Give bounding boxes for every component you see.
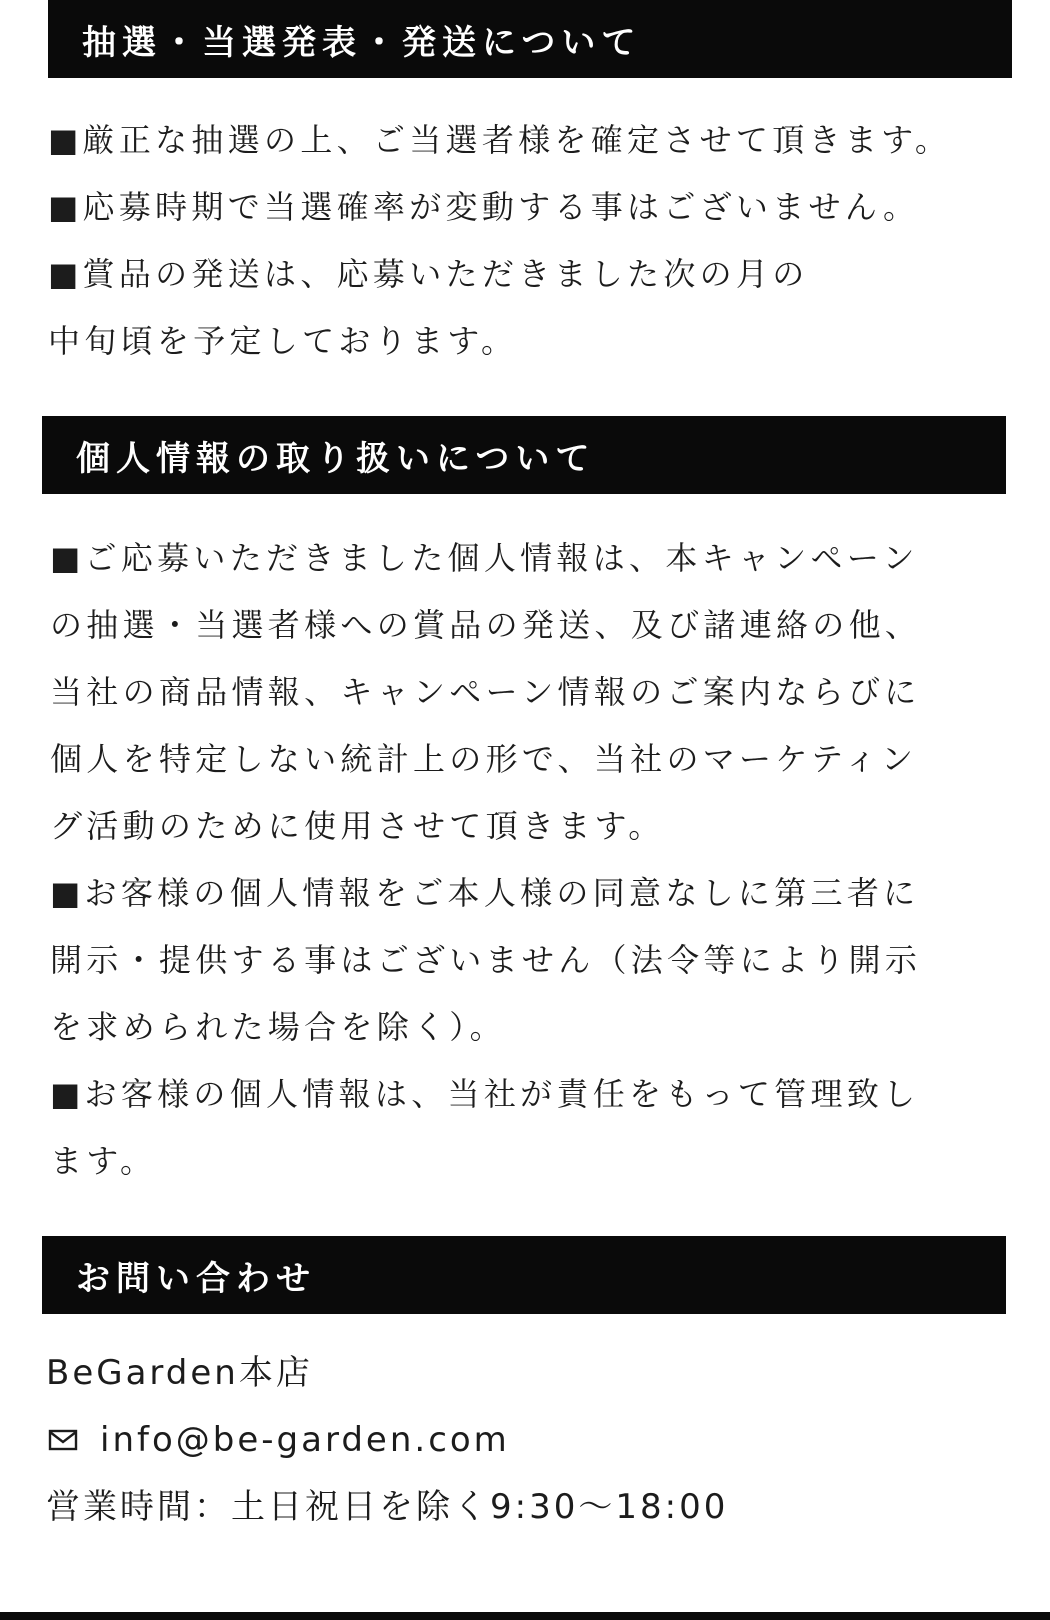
section-heading-lottery: 抽選・当選発表・発送について: [48, 0, 1012, 78]
email-link[interactable]: info@be-garden.com: [100, 1420, 510, 1460]
shop-name: BeGarden本店: [46, 1353, 313, 1393]
privacy-text-line: ■お客様の個人情報をご本人様の同意なしに第三者に: [50, 874, 920, 912]
privacy-text-line: 当社の商品情報、キャンペーン情報のご案内ならびに: [50, 673, 921, 711]
privacy-text-line: 開示・提供する事はございません（法令等により開示: [50, 941, 922, 979]
bottom-divider: [0, 1612, 1050, 1620]
section-heading-privacy: 個人情報の取り扱いについて: [42, 416, 1006, 494]
privacy-text-line: グ活動のために使用させて頂きます。: [50, 807, 665, 845]
section-heading-contact: お問い合わせ: [42, 1236, 1006, 1314]
privacy-text-line: を求められた場合を除く）。: [50, 1008, 506, 1046]
mail-icon: [48, 1428, 78, 1452]
lottery-text-line: ■賞品の発送は、応募いただきました次の月の: [48, 255, 809, 293]
lottery-text-line: ■応募時期で当選確率が変動する事はございません。: [48, 188, 920, 226]
lottery-text-line: 中旬頃を予定しております。: [48, 322, 518, 360]
lottery-text-line: ■厳正な抽選の上、ご当選者様を確定させて頂きます。: [48, 121, 952, 159]
privacy-text-line: ます。: [50, 1142, 157, 1180]
privacy-text-line: ■お客様の個人情報は、当社が責任をもって管理致し: [50, 1075, 920, 1113]
privacy-text-line: の抽選・当選者様への賞品の発送、及び諸連絡の他、: [50, 606, 922, 644]
email-row[interactable]: [48, 1419, 510, 1461]
privacy-text-line: ■ご応募いただきました個人情報は、本キャンペーン: [50, 539, 919, 577]
privacy-text-line: 個人を特定しない統計上の形で、当社のマーケティン: [50, 740, 918, 778]
business-hours: 営業時間：土日祝日を除く9:30〜18:00: [46, 1487, 729, 1527]
